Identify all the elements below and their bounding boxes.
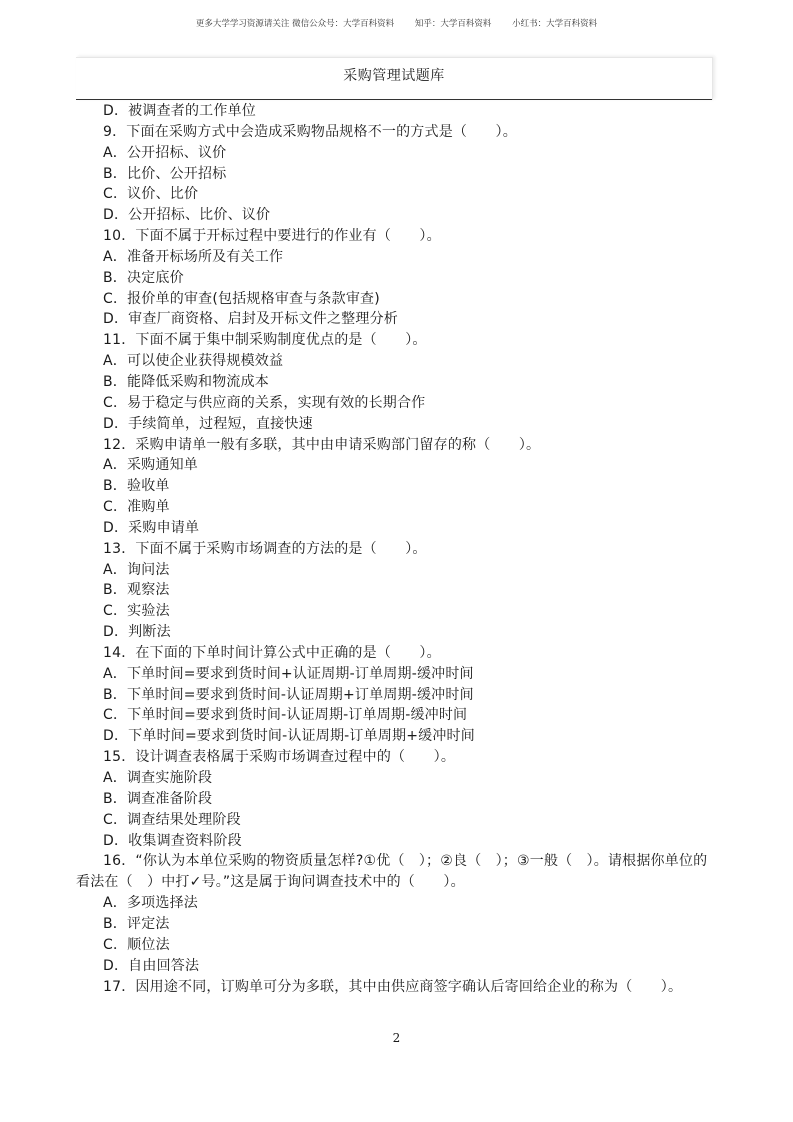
answer-option: B．验收单 [103, 478, 170, 495]
answer-option: C．易于稳定与供应商的关系，实现有效的长期合作 [103, 394, 426, 411]
answer-option: D．判断法 [103, 624, 171, 641]
answer-option: D．收集调查资料阶段 [103, 832, 242, 849]
question-text: 14．在下面的下单时间计算公式中正确的是（ ）。 [103, 644, 441, 661]
page-title: 采购管理试题库 [343, 68, 445, 84]
answer-option: A．下单时间=要求到货时间+认证周期-订单周期-缓冲时间 [103, 665, 474, 682]
answer-option: C．实验法 [103, 603, 170, 620]
question-text: 17．因用途不同，订购单可分为多联，其中由供应商签字确认后寄回给企业的称为（ ）。 [103, 978, 683, 995]
answer-option: C．顺位法 [103, 937, 170, 954]
answer-option: B．能降低采购和物流成本 [103, 373, 270, 390]
answer-option: C．报价单的审查(包括规格审查与条款审查) [103, 290, 380, 307]
question-text: 16．“你认为本单位采购的物资质量怎样?①优（ ）；②良（ ）；③一般（ ）。请根据你单位的看法在（ ）中打✓号。”这是属于询问调查技术中的（ ）。 [76, 853, 708, 891]
question-list [76, 101, 719, 998]
answer-option: B．决定底价 [103, 269, 184, 286]
answer-option: D．采购申请单 [103, 519, 200, 536]
question-text: 15．设计调查表格属于采购市场调查过程中的（ ）。 [103, 749, 456, 766]
answer-option: A．公开招标、议价 [103, 144, 227, 161]
answer-option: B．比价、公开招标 [103, 165, 227, 182]
question-text: 13．下面不属于采购市场调查的方法的是（ ）。 [103, 540, 427, 557]
answer-option: B．调查准备阶段 [103, 790, 213, 807]
question-text: 9．下面在采购方式中会造成采购物品规格不一的方式是（ ）。 [103, 123, 517, 140]
answer-option: D．公开招标、比价、议价 [103, 207, 271, 224]
answer-option: A．多项选择法 [103, 895, 198, 912]
answer-option: C．准购单 [103, 499, 170, 516]
answer-option: B．评定法 [103, 916, 170, 933]
question-text: 11．下面不属于集中制采购制度优点的是（ ）。 [103, 332, 427, 349]
question-text: 10．下面不属于开标过程中要进行的作业有（ ）。 [103, 228, 441, 245]
answer-option: D．手续简单，过程短，直接快速 [103, 415, 313, 432]
answer-option: C．调查结果处理阶段 [103, 811, 241, 828]
answer-option: B．下单时间=要求到货时间-认证周期+订单周期-缓冲时间 [103, 686, 474, 703]
banner-xiaohongshu: 小红书：大学百科资料 [512, 19, 598, 29]
question-text: 12．采购申请单一般有多联，其中由申请采购部门留存的称（ ）。 [103, 436, 541, 453]
answer-option: D．审查厂商资格、启封及开标文件之整理分析 [103, 311, 398, 328]
answer-option: A．采购通知单 [103, 457, 198, 474]
top-banner [0, 17, 793, 29]
answer-option: B．观察法 [103, 582, 170, 599]
answer-option: A．调查实施阶段 [103, 770, 213, 786]
header-divider [76, 99, 712, 100]
answer-option: A．询问法 [103, 561, 170, 578]
answer-option: D．下单时间=要求到货时间-认证周期-订单周期+缓冲时间 [103, 728, 475, 745]
answer-option: C．议价、比价 [103, 186, 199, 203]
answer-option: D．自由回答法 [103, 957, 200, 974]
banner-wechat: 更多大学学习资源请关注 微信公众号：大学百科资料 [195, 19, 395, 29]
answer-option: C．下单时间=要求到货时间-认证周期-订单周期-缓冲时间 [103, 707, 468, 724]
page-number: 2 [392, 1031, 401, 1045]
answer-option: D．被调查者的工作单位 [103, 103, 256, 119]
answer-option: A．准备开标场所及有关工作 [103, 248, 284, 265]
banner-zhihu: 知乎：大学百科资料 [414, 19, 492, 29]
answer-option: A．可以使企业获得规模效益 [103, 353, 284, 370]
